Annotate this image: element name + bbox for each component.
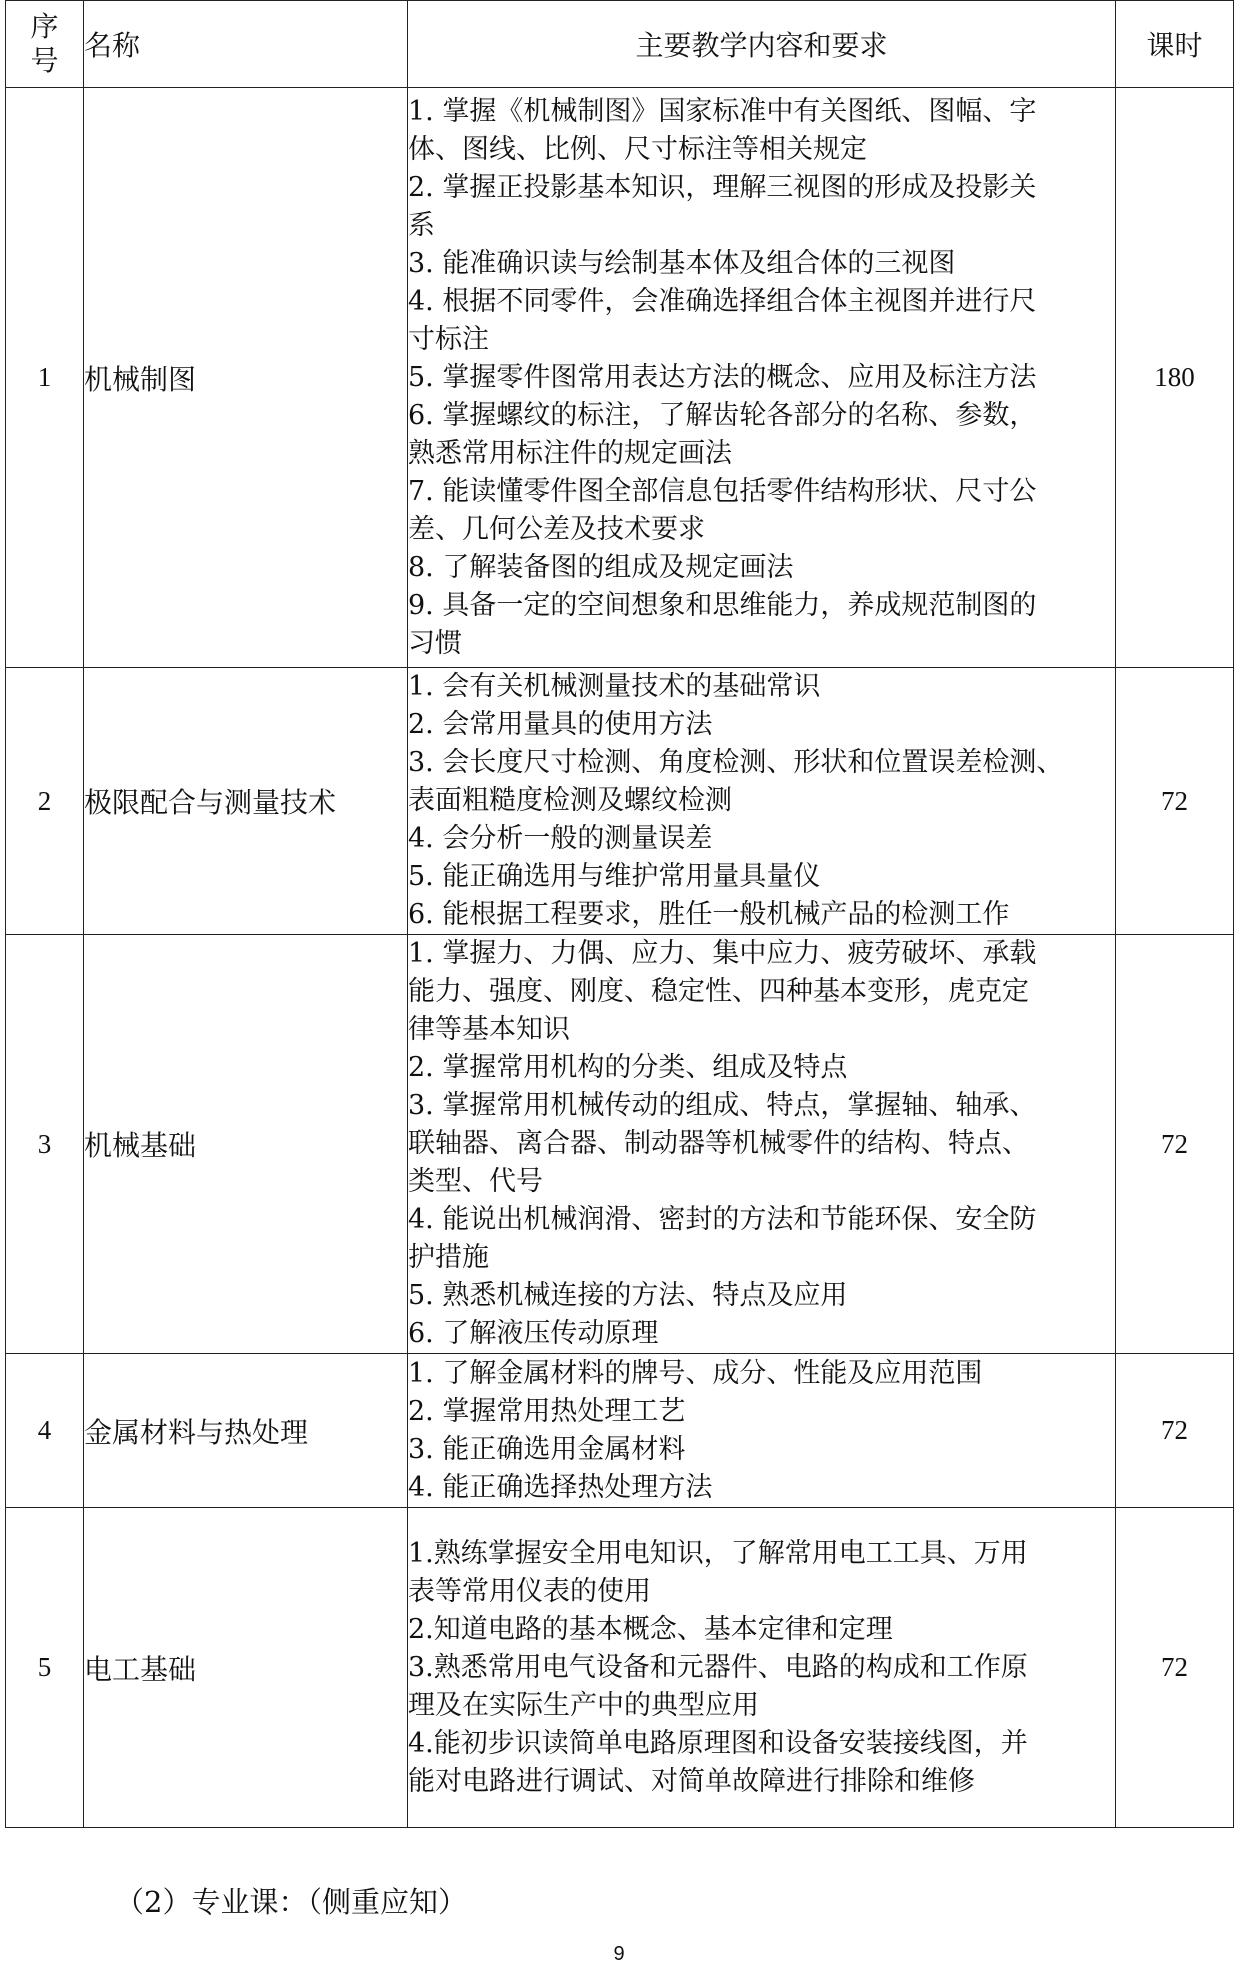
row-content	[408, 668, 1116, 935]
page-number: 9	[613, 1943, 625, 1965]
row-seq: 1	[6, 88, 84, 668]
content-line: 8. 了解装备图的组成及规定画法	[408, 551, 794, 583]
row-content	[408, 88, 1116, 668]
content-line: 差、几何公差及技术要求	[408, 513, 705, 545]
content-line: 2. 掌握正投影基本知识，理解三视图的形成及投影关	[408, 171, 1037, 203]
content-line: 1. 了解金属材料的牌号、成分、性能及应用范围	[408, 1357, 983, 1389]
content-line: 4. 能说出机械润滑、密封的方法和节能环保、安全防	[408, 1204, 1037, 1235]
content-line: 4. 根据不同零件，会准确选择组合体主视图并进行尺	[408, 285, 1037, 317]
content-line: 4.能初步识读简单电路原理图和设备安装接线图，并	[408, 1727, 1028, 1759]
row-seq: 3	[6, 935, 84, 1354]
content-line: 1. 会有关机械测量技术的基础常识	[408, 671, 821, 702]
content-line: 类型、代号	[408, 1166, 543, 1197]
content-line: 寸标注	[408, 323, 489, 355]
row-name: 极限配合与测量技术	[84, 668, 408, 935]
table-row	[6, 668, 1234, 935]
content-line: 4. 会分析一般的测量误差	[408, 823, 713, 854]
content-line: 护措施	[408, 1242, 489, 1273]
content-line: 3. 能准确识读与绘制基本体及组合体的三视图	[408, 247, 956, 279]
row-seq: 5	[6, 1508, 84, 1828]
header-name: 名称	[84, 1, 408, 88]
content-line: 4. 能正确选择热处理方法	[408, 1471, 713, 1503]
row-content	[408, 1354, 1116, 1508]
row-hours: 72	[1116, 1508, 1234, 1828]
course-table	[5, 0, 1234, 1828]
table-row	[6, 935, 1234, 1354]
content-line: 5. 熟悉机械连接的方法、特点及应用	[408, 1280, 848, 1311]
row-name: 金属材料与热处理	[84, 1354, 408, 1508]
content-line: 5. 能正确选用与维护常用量具量仪	[408, 861, 821, 892]
content-line: 能力、强度、刚度、稳定性、四种基本变形，虎克定	[408, 976, 1029, 1007]
content-line: 2. 掌握常用热处理工艺	[408, 1395, 686, 1427]
header-hours: 课时	[1116, 1, 1234, 88]
content-line: 2.知道电路的基本概念、基本定律和定理	[408, 1613, 893, 1645]
content-line: 3.熟悉常用电气设备和元器件、电路的构成和工作原	[408, 1651, 1028, 1683]
row-name: 电工基础	[84, 1508, 408, 1828]
content-line: 系	[408, 209, 435, 241]
content-line: 5. 掌握零件图常用表达方法的概念、应用及标注方法	[408, 361, 1037, 393]
content-line: 1. 掌握力、力偶、应力、集中应力、疲劳破坏、承载	[408, 938, 1037, 969]
content-line: 表面粗糙度检测及螺纹检测	[408, 785, 732, 816]
table-row	[6, 1354, 1234, 1508]
table-row	[6, 1508, 1234, 1828]
section-heading: （2）专业课：（侧重应知）	[115, 1885, 467, 1919]
header-seq	[6, 1, 84, 88]
row-content	[408, 935, 1116, 1354]
row-hours: 180	[1116, 88, 1234, 668]
table-row	[6, 88, 1234, 668]
row-seq: 4	[6, 1354, 84, 1508]
content-line: 7. 能读懂零件图全部信息包括零件结构形状、尺寸公	[408, 475, 1037, 507]
content-line: 1. 掌握《机械制图》国家标准中有关图纸、图幅、字	[408, 95, 1037, 127]
content-line: 3. 能正确选用金属材料	[408, 1433, 686, 1465]
content-line: 熟悉常用标注件的规定画法	[408, 437, 732, 469]
content-line: 律等基本知识	[408, 1014, 570, 1045]
content-line: 理及在实际生产中的典型应用	[408, 1689, 759, 1721]
table-header-row	[6, 1, 1234, 88]
row-hours: 72	[1116, 1354, 1234, 1508]
content-line: 体、图线、比例、尺寸标注等相关规定	[408, 133, 867, 165]
row-hours: 72	[1116, 935, 1234, 1354]
header-seq-line1: 序	[30, 10, 59, 43]
content-line: 6. 掌握螺纹的标注，了解齿轮各部分的名称、参数，	[408, 399, 1037, 431]
content-line: 2. 会常用量具的使用方法	[408, 709, 713, 740]
content-line: 3. 会长度尺寸检测、角度检测、形状和位置误差检测、	[408, 747, 1064, 778]
content-line: 6. 能根据工程要求，胜任一般机械产品的检测工作	[408, 899, 1010, 930]
content-line: 习惯	[408, 627, 462, 659]
header-seq-line2: 号	[30, 44, 59, 77]
row-name: 机械制图	[84, 88, 408, 668]
content-line: 能对电路进行调试、对简单故障进行排除和维修	[408, 1765, 975, 1797]
content-line: 1.熟练掌握安全用电知识，了解常用电工工具、万用	[408, 1537, 1028, 1569]
content-line: 6. 了解液压传动原理	[408, 1318, 659, 1349]
row-name: 机械基础	[84, 935, 408, 1354]
content-line: 表等常用仪表的使用	[408, 1575, 651, 1607]
content-line: 9. 具备一定的空间想象和思维能力，养成规范制图的	[408, 589, 1037, 621]
content-line: 3. 掌握常用机械传动的组成、特点，掌握轴、轴承、	[408, 1090, 1037, 1121]
row-seq: 2	[6, 668, 84, 935]
header-content: 主要教学内容和要求	[408, 1, 1116, 88]
row-hours: 72	[1116, 668, 1234, 935]
content-line: 2. 掌握常用机构的分类、组成及特点	[408, 1052, 848, 1083]
row-content	[408, 1508, 1116, 1828]
content-line: 联轴器、离合器、制动器等机械零件的结构、特点、	[408, 1128, 1029, 1159]
